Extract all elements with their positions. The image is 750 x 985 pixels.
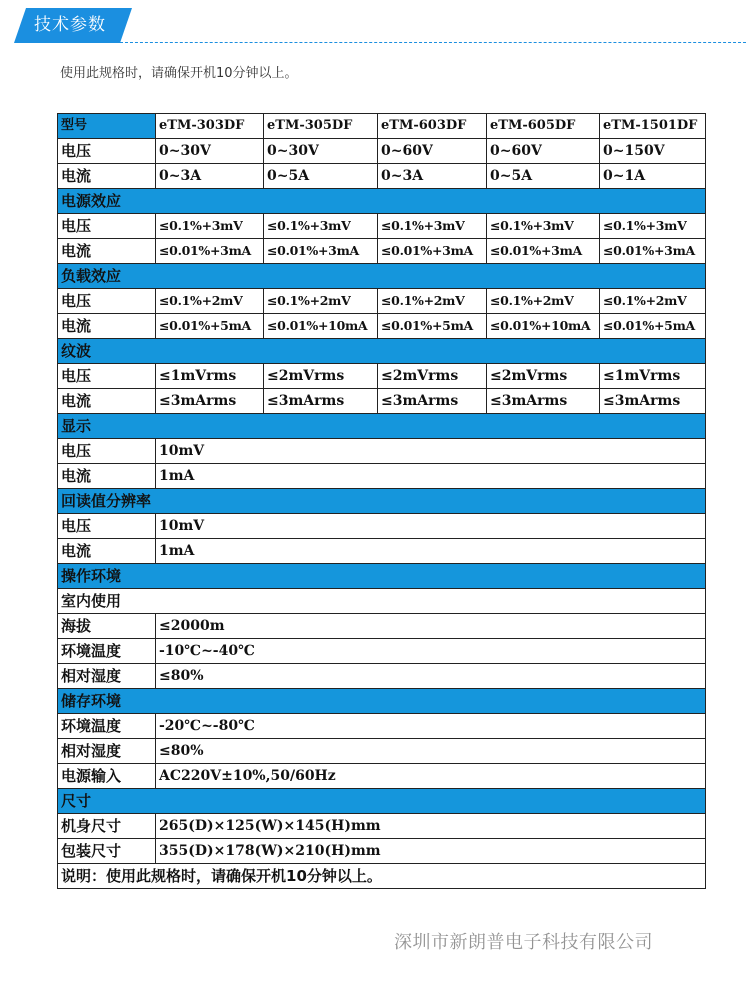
value-cell: ≤0.01%+10mA — [264, 314, 378, 339]
section-row-load-effect — [58, 264, 706, 289]
table-row — [58, 289, 706, 314]
value-cell: 0~30V — [264, 139, 378, 164]
section-row-readback — [58, 489, 706, 514]
value-cell: -10℃~-40℃ — [156, 639, 706, 664]
row-label: 机身尺寸 — [58, 814, 156, 839]
value-cell: ≤0.1%+2mV — [378, 289, 487, 314]
table-row — [58, 464, 706, 489]
value-cell: ≤0.1%+2mV — [264, 289, 378, 314]
model-cell: eTM-605DF — [487, 114, 600, 139]
row-label: 电流 — [58, 164, 156, 189]
value-cell: ≤0.01%+5mA — [378, 314, 487, 339]
value-cell: 0~60V — [378, 139, 487, 164]
table-row — [58, 439, 706, 464]
row-label: 海拔 — [58, 614, 156, 639]
value-cell: 0~150V — [600, 139, 706, 164]
table-row — [58, 589, 706, 614]
model-cell: eTM-303DF — [156, 114, 264, 139]
table-row-footer — [58, 864, 706, 889]
value-cell: ≤2mVrms — [378, 364, 487, 389]
value-cell: ≤0.01%+3mA — [600, 239, 706, 264]
value-cell: ≤0.1%+2mV — [487, 289, 600, 314]
value-cell: ≤0.01%+3mA — [156, 239, 264, 264]
section-header — [0, 0, 750, 48]
value-cell: ≤0.01%+5mA — [156, 314, 264, 339]
table-row — [58, 539, 706, 564]
value-cell: ≤0.01%+10mA — [487, 314, 600, 339]
value-cell: 0~1A — [600, 164, 706, 189]
value-cell: 10mV — [156, 514, 706, 539]
row-label: 环境温度 — [58, 639, 156, 664]
table-row — [58, 839, 706, 864]
table-row — [58, 314, 706, 339]
table-row — [58, 664, 706, 689]
table-row — [58, 514, 706, 539]
value-cell: ≤2000m — [156, 614, 706, 639]
section-heading: 操作环境 — [58, 564, 706, 589]
value-cell: ≤0.1%+3mV — [264, 214, 378, 239]
row-label: 包装尺寸 — [58, 839, 156, 864]
table-row — [58, 614, 706, 639]
value-cell: ≤3mArms — [600, 389, 706, 414]
value-cell: ≤3mArms — [156, 389, 264, 414]
section-heading: 显示 — [58, 414, 706, 439]
value-cell: 1mA — [156, 539, 706, 564]
value-cell: ≤3mArms — [264, 389, 378, 414]
table-row-model — [58, 114, 706, 139]
row-label: 电流 — [58, 239, 156, 264]
section-row-storage — [58, 689, 706, 714]
table-row — [58, 364, 706, 389]
spec-table — [57, 113, 706, 889]
value-cell: ≤2mVrms — [487, 364, 600, 389]
section-row-source-effect — [58, 189, 706, 214]
row-label: 相对湿度 — [58, 739, 156, 764]
table-row — [58, 239, 706, 264]
row-label: 电压 — [58, 514, 156, 539]
value-cell: ≤0.01%+3mA — [264, 239, 378, 264]
section-row-display — [58, 414, 706, 439]
section-heading: 纹波 — [58, 339, 706, 364]
row-label: 电流 — [58, 389, 156, 414]
row-label: 电压 — [58, 289, 156, 314]
table-row — [58, 814, 706, 839]
value-cell: ≤3mArms — [487, 389, 600, 414]
table-row — [58, 739, 706, 764]
section-heading: 电源效应 — [58, 189, 706, 214]
section-heading: 回读值分辨率 — [58, 489, 706, 514]
table-row — [58, 639, 706, 664]
value-cell: ≤0.1%+3mV — [600, 214, 706, 239]
table-row — [58, 764, 706, 789]
indoor-use-label: 室内使用 — [58, 589, 706, 614]
value-cell: -20℃~-80℃ — [156, 714, 706, 739]
section-heading: 尺寸 — [58, 789, 706, 814]
row-label: 电压 — [58, 439, 156, 464]
value-cell: ≤80% — [156, 664, 706, 689]
row-label: 电流 — [58, 314, 156, 339]
value-cell: ≤0.1%+2mV — [156, 289, 264, 314]
table-row — [58, 714, 706, 739]
row-label: 电源输入 — [58, 764, 156, 789]
table-row — [58, 214, 706, 239]
value-cell: ≤0.01%+5mA — [600, 314, 706, 339]
value-cell: 0~3A — [378, 164, 487, 189]
section-heading: 储存环境 — [58, 689, 706, 714]
value-cell: ≤0.01%+3mA — [378, 239, 487, 264]
row-label: 电压 — [58, 364, 156, 389]
model-label: 型号 — [58, 114, 156, 139]
value-cell: ≤0.01%+3mA — [487, 239, 600, 264]
value-cell: 0~30V — [156, 139, 264, 164]
table-row-voltage-range — [58, 139, 706, 164]
value-cell: ≤0.1%+3mV — [378, 214, 487, 239]
value-cell: ≤80% — [156, 739, 706, 764]
row-label: 环境温度 — [58, 714, 156, 739]
value-cell: 0~5A — [487, 164, 600, 189]
company-watermark: 深圳市新朗普电子科技有限公司 — [394, 932, 653, 953]
value-cell: 0~5A — [264, 164, 378, 189]
value-cell: AC220V±10%,50/60Hz — [156, 764, 706, 789]
value-cell: 265(D)×125(W)×145(H)mm — [156, 814, 706, 839]
table-row — [58, 389, 706, 414]
model-cell: eTM-1501DF — [600, 114, 706, 139]
value-cell: ≤0.1%+3mV — [487, 214, 600, 239]
value-cell: ≤2mVrms — [264, 364, 378, 389]
section-title: 技术参数 — [34, 15, 106, 35]
section-row-operating — [58, 564, 706, 589]
section-heading: 负载效应 — [58, 264, 706, 289]
value-cell: ≤0.1%+2mV — [600, 289, 706, 314]
model-cell: eTM-603DF — [378, 114, 487, 139]
section-row-size — [58, 789, 706, 814]
row-label: 电流 — [58, 464, 156, 489]
row-label: 相对湿度 — [58, 664, 156, 689]
value-cell: 1mA — [156, 464, 706, 489]
value-cell: 10mV — [156, 439, 706, 464]
table-row-current-range — [58, 164, 706, 189]
value-cell: 0~3A — [156, 164, 264, 189]
row-label: 电流 — [58, 539, 156, 564]
row-label: 电压 — [58, 139, 156, 164]
value-cell: ≤0.1%+3mV — [156, 214, 264, 239]
value-cell: 355(D)×178(W)×210(H)mm — [156, 839, 706, 864]
row-label: 电压 — [58, 214, 156, 239]
value-cell: ≤1mVrms — [600, 364, 706, 389]
value-cell: ≤3mArms — [378, 389, 487, 414]
model-cell: eTM-305DF — [264, 114, 378, 139]
section-row-ripple — [58, 339, 706, 364]
usage-note: 使用此规格时，请确保开机10分钟以上。 — [60, 66, 298, 81]
footer-note: 说明：使用此规格时，请确保开机10分钟以上。 — [58, 864, 706, 889]
value-cell: 0~60V — [487, 139, 600, 164]
header-divider — [120, 42, 746, 43]
value-cell: ≤1mVrms — [156, 364, 264, 389]
